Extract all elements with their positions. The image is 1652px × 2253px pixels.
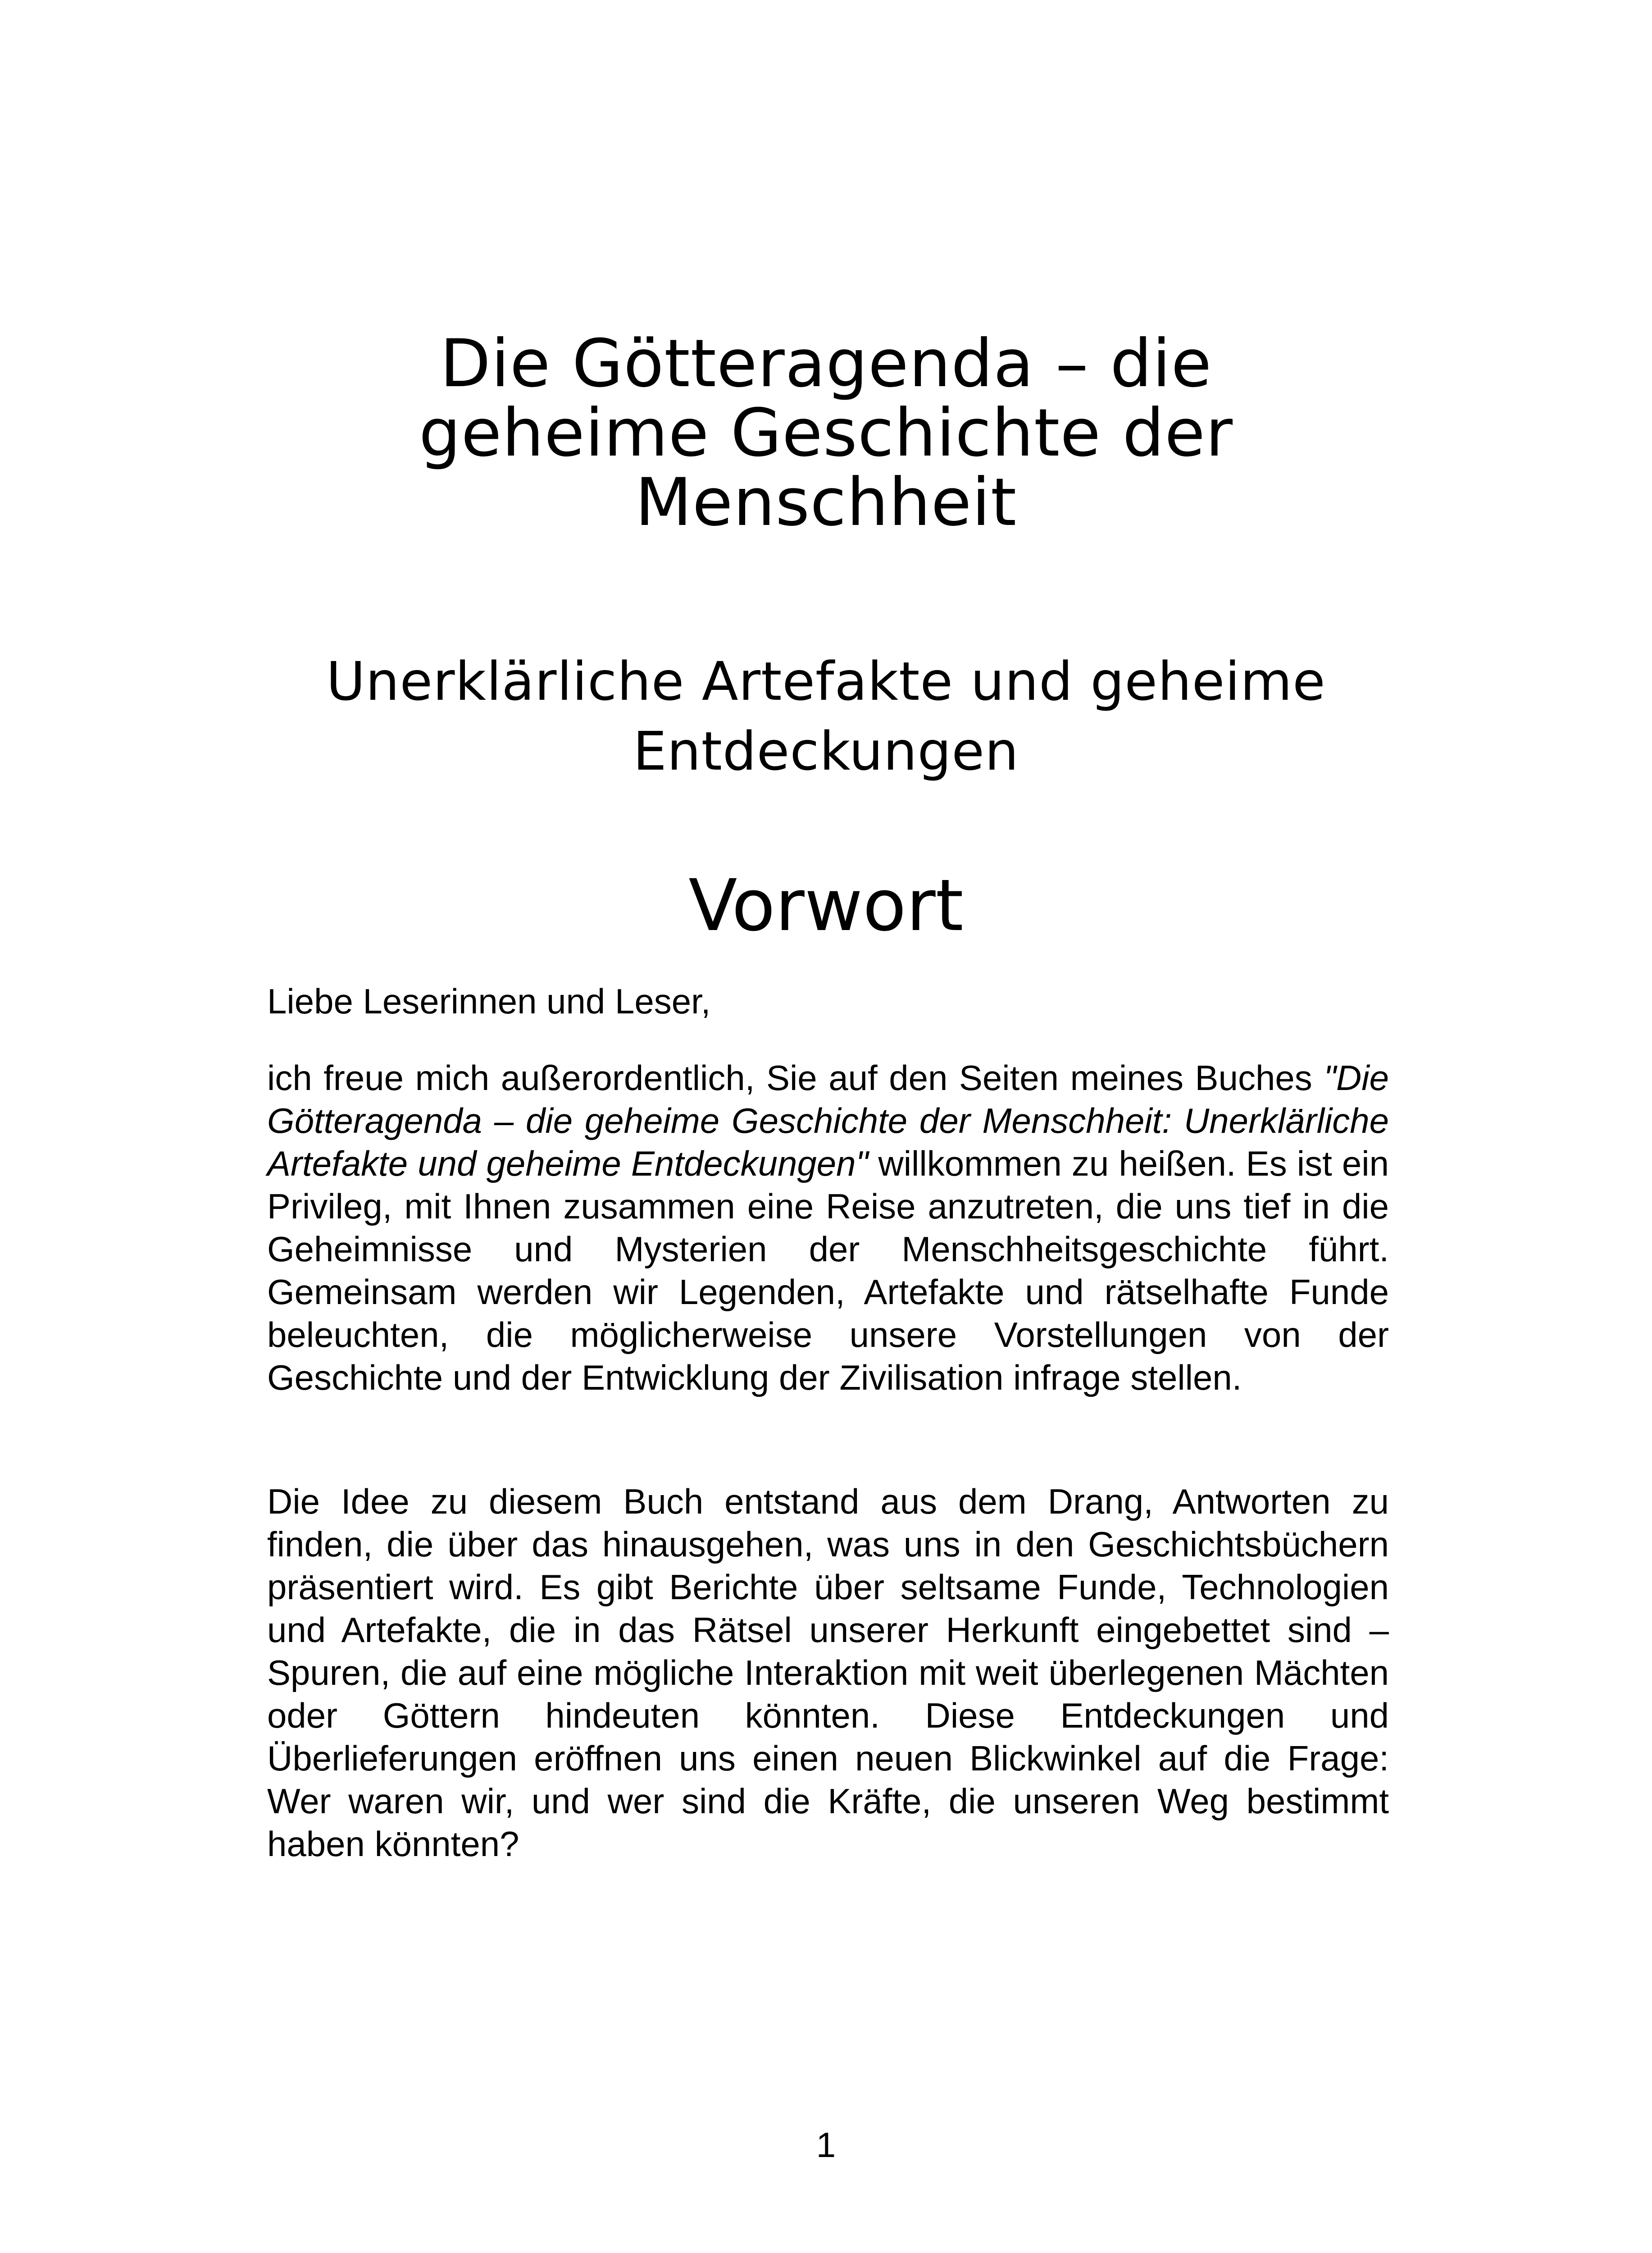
- book-title: [0, 325, 1652, 541]
- paragraph-2: Die Idee zu diesem Buch entstand aus dem Drang, Antworten zu finden, die über das hinausgehen, was uns in den Geschichtsbüchern präsentiert wird. Es gibt Berichte über seltsame Funde, Technologien und Artefakte, die in das Rätsel unserer Herkunft eingebettet sind – Spuren, die auf eine mögliche Interaktion mit weit überlegenen Mächten oder Göttern hindeuten könnten. Diese Entdeckungen und Überlieferungen eröffnen uns einen neuen Blickwinkel auf die Frage: Wer waren wir, und wer sind die Kräfte, die unseren Weg bestimmt haben könnten?: [267, 1482, 1389, 1864]
- paragraph-1-book-title: "Die Götteragenda – die geheime Geschichte der Menschheit: Unerklärliche Artefakte und geheime Entdeckungen": [267, 1058, 1389, 1183]
- paragraph-1-intro: ich freue mich außerordentlich, Sie auf den Seiten meines Buches: [267, 1058, 1324, 1098]
- paragraph-1-rest: willkommen zu heißen. Es ist ein Privileg, mit Ihnen zusammen eine Reise anzutreten, die uns tief in die Geheimnisse und Mysterien der Menschheitsgeschichte führt. Gemeinsam werden wir Legenden, Artefakte und rätselhafte Funde beleuchten, die möglicherweise unsere Vorstellungen von der Geschichte und der Entwicklung der Zivilisation infrage stellen.: [267, 1144, 1389, 1397]
- section-heading: Vorwort: [688, 864, 964, 947]
- paragraph-1: [267, 1057, 1389, 1399]
- book-title-line-3: Menschheit: [635, 464, 1017, 541]
- page-number: 1: [816, 2125, 836, 2165]
- book-subtitle-line-2: Entdeckungen: [633, 720, 1019, 782]
- book-subtitle: [0, 647, 1652, 786]
- greeting: Liebe Leserinnen und Leser,: [267, 981, 711, 1021]
- book-title-line-2: geheime Geschichte der: [419, 395, 1233, 471]
- book-title-line-1: Die Götteragenda – die: [440, 325, 1212, 402]
- book-subtitle-line-1: Unerklärliche Artefakte und geheime: [326, 650, 1326, 712]
